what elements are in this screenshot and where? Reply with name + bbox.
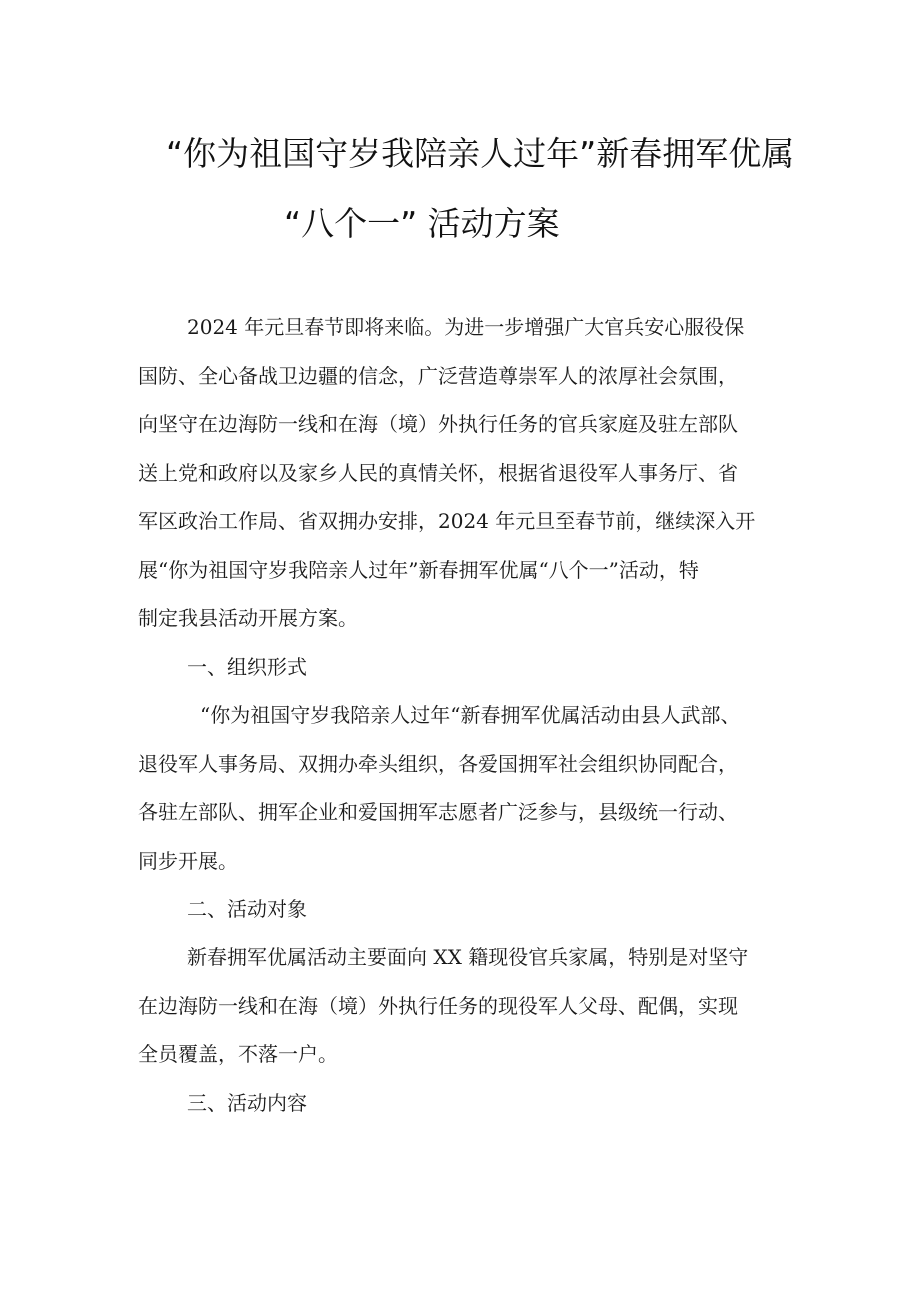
document-title-line-1: “你为祖国守岁我陪亲人过年”新春拥军优属 <box>166 134 795 173</box>
intro-line: 2024 年元旦春节即将来临。为进一步增强广大官兵安心服役保 <box>187 315 745 339</box>
intro-line: 展“你为祖国守岁我陪亲人过年”新春拥军优属“八个一”活动，特 <box>138 558 699 582</box>
section1-line: 退役军人事务局、双拥办牵头组织，各爱国拥军社会组织协同配合， <box>138 752 738 776</box>
section2-line: 新春拥军优属活动主要面向 XX 籍现役官兵家属，特别是对坚守 <box>187 945 749 969</box>
section-heading-organization: 一、组织形式 <box>187 655 307 679</box>
section1-line: 同步开展。 <box>138 849 238 873</box>
intro-line: 军区政治工作局、省双拥办安排，2024 年元旦至春节前，继续深入开 <box>138 509 756 533</box>
document-title-line-2: “八个一” 活动方案 <box>284 204 560 243</box>
section1-line: “你为祖国守岁我陪亲人过年“新春拥军优属活动由县人武部、 <box>200 703 741 727</box>
section-heading-targets: 二、活动对象 <box>187 897 307 921</box>
section-heading-content: 三、活动内容 <box>187 1091 307 1115</box>
intro-line: 向坚守在边海防一线和在海（境）外执行任务的官兵家庭及驻左部队 <box>138 412 738 436</box>
section2-line: 全员覆盖，不落一户。 <box>138 1042 338 1066</box>
section1-line: 各驻左部队、拥军企业和爱国拥军志愿者广泛参与，县级统一行动、 <box>138 800 738 824</box>
intro-line: 国防、全心备战卫边疆的信念，广泛营造尊崇军人的浓厚社会氛围， <box>138 364 738 388</box>
intro-line: 制定我县活动开展方案。 <box>138 606 358 630</box>
intro-line: 送上党和政府以及家乡人民的真情关怀，根据省退役军人事务厅、省 <box>138 461 738 485</box>
section2-line: 在边海防一线和在海（境）外执行任务的现役军人父母、配偶，实现 <box>138 994 738 1018</box>
